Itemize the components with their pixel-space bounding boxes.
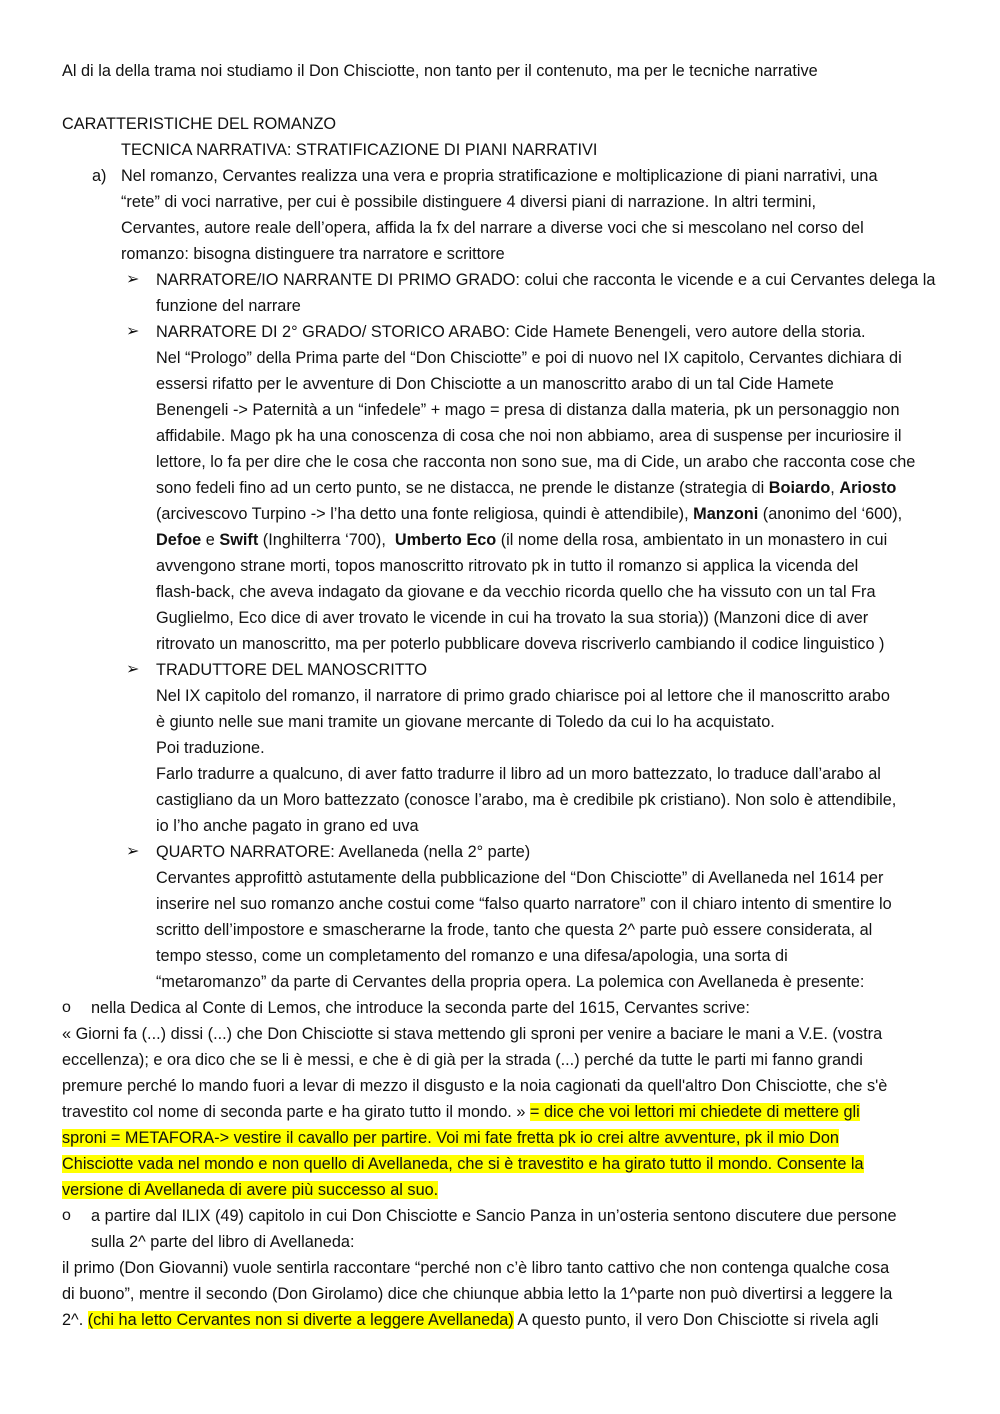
narr2-line: Benengeli -> Paternità a un “infedele” + mago = presa di distanza dalla materia, pk un personaggio non: [156, 401, 900, 419]
narr4-line: “metaromanzo” da parte di Cervantes della propria opera. La polemica con Avellaneda è presente:: [156, 973, 865, 991]
author-ariosto: Ariosto: [839, 479, 897, 497]
list-marker-a: a): [92, 167, 107, 185]
dedica-line: nella Dedica al Conte di Lemos, che introduce la seconda parte del 1615, Cervantes scrive:: [91, 999, 750, 1017]
narr2-text: ,: [830, 479, 840, 497]
circle-bullet-icon: o: [62, 1207, 71, 1224]
narr2-text: (Inghilterra ‘700),: [258, 531, 395, 549]
narr2-line: affidabile. Mago pk ha una conoscenza di cosa che noi non abbiamo, area di suspense per incuriosire il: [156, 427, 902, 445]
section-title: CARATTERISTICHE DEL ROMANZO: [62, 115, 337, 133]
narr3-line: io l’ho anche pagato in grano ed uva: [156, 817, 419, 835]
narr2-line: [156, 501, 902, 527]
narr3-line: è giunto nelle sue mani tramite un giovane mercante di Toledo da cui lo ha acquistato.: [156, 713, 775, 731]
narr2-text: (anonimo del ‘600),: [758, 505, 903, 523]
narr3-line: castigliano da un Moro battezzato (conosce l’arabo, ma è credibile pk cristiano). Non solo è attendibile,: [156, 791, 897, 809]
paragraph-line: il primo (Don Giovanni) vuole sentirla raccontare “perché non c’è libro tanto cattivo che non contenga qualche cosa: [62, 1259, 890, 1277]
author-defoe: Defoe: [156, 531, 202, 549]
note-line: [62, 1125, 839, 1151]
paragraph-text: A questo punto, il vero Don Chisciotte si rivela agli: [513, 1311, 879, 1329]
narr1-line: funzione del narrare: [156, 297, 301, 315]
quote-line: premure perché lo mando fuori a levar di mezzo il disgusto e la noia cagionati da quell'altro Don Chisciotte, che s'è: [62, 1077, 888, 1095]
author-eco: Umberto Eco: [394, 531, 497, 549]
narr2-text: sono fedeli fino ad un certo punto, se ne distacca, ne prende le distanze (strategia di: [156, 479, 769, 497]
arrow-bullet-icon: ➢: [126, 323, 140, 340]
arrow-bullet-icon: ➢: [126, 271, 140, 288]
narr4-line: Cervantes approfittò astutamente della pubblicazione del “Don Chisciotte” di Avellaneda nel 1614 per: [156, 869, 884, 887]
highlighted-note: versione di Avellaneda di avere più successo al suo.: [62, 1181, 439, 1199]
capitolo-line: sulla 2^ parte del libro di Avellaneda:: [91, 1233, 355, 1251]
item-a-line: romanzo: bisogna distinguere tra narratore e scrittore: [121, 245, 505, 263]
narr2-line: ritrovato un manoscritto, ma per poterlo pubblicare doveva riscriverlo cambiando il codice linguistico ): [156, 635, 885, 653]
narr4-line: QUARTO NARRATORE: Avellaneda (nella 2° parte): [156, 843, 531, 861]
paragraph-text: 2^.: [62, 1311, 88, 1329]
narr2-text: e: [201, 531, 220, 549]
narr2-line: Nel “Prologo” della Prima parte del “Don Chisciotte” e poi di nuovo nel IX capitolo, Cervantes dichiara di: [156, 349, 902, 367]
narr2-line: [156, 527, 887, 553]
capitolo-line: a partire dal ILIX (49) capitolo in cui Don Chisciotte e Sancio Panza in un’osteria sentono discutere due persone: [91, 1207, 897, 1225]
narr2-line: Guglielmo, Eco dice di aver trovato le vicende in cui ha trovato la sua storia)) (Manzoni dice di aver: [156, 609, 869, 627]
arrow-bullet-icon: ➢: [126, 843, 140, 860]
narr3-line: Nel IX capitolo del romanzo, il narratore di primo grado chiarisce poi al lettore che il manoscritto arabo: [156, 687, 890, 705]
author-boiardo: Boiardo: [768, 479, 831, 497]
narr2-line: lettore, lo fa per dire che le cosa che racconta non sono sue, ma di Cide, un arabo che racconta cose che: [156, 453, 916, 471]
highlighted-note: sproni = METAFORA-> vestire il cavallo per partire. Voi mi fate fretta pk io crei altre avventure, pk il mio Don: [62, 1129, 839, 1147]
narr2-text: (il nome della rosa, ambientato in un monastero in cui: [496, 531, 888, 549]
narr2-line: NARRATORE DI 2° GRADO/ STORICO ARABO: Cide Hamete Benengeli, vero autore della storia.: [156, 323, 866, 341]
quote-text: travestito col nome di seconda parte e ha girato tutto il mondo. »: [62, 1103, 530, 1121]
arrow-bullet-icon: ➢: [126, 661, 140, 678]
narr4-line: scritto dell’impostore e smascherarne la frode, tanto che questa 2^ parte può essere considerata, al: [156, 921, 873, 939]
narr2-line: essersi rifatto per le avventure di Don Chisciotte a un manoscritto arabo di un tal Cide Hamete: [156, 375, 834, 393]
paragraph-line: [62, 1307, 878, 1333]
quote-line: [62, 1099, 860, 1125]
highlighted-note: = dice che voi lettori mi chiedete di mettere gli: [529, 1103, 860, 1121]
narr4-line: inserire nel suo romanzo anche costui come “falso quarto narratore” con il chiaro intento di smentire lo: [156, 895, 892, 913]
quote-line: eccellenza); e ora dico che se li è messi, e che è di già per la strada (...) perché da tutte le parti mi fanno grandi: [62, 1051, 863, 1069]
narr3-line: Farlo tradurre a qualcuno, di aver fatto tradurre il libro ad un moro battezzato, lo traduce dall’arabo al: [156, 765, 881, 783]
item-a-line: Cervantes, autore reale dell’opera, affida la fx del narrare a diverse voci che si mescolano nel corso del: [121, 219, 864, 237]
narr2-text: (arcivescovo Turpino -> l’ha detto una fonte religiosa, quindi è attendibile),: [156, 505, 694, 523]
highlighted-note: (chi ha letto Cervantes non si diverte a leggere Avellaneda): [87, 1311, 514, 1329]
author-manzoni: Manzoni: [693, 505, 759, 523]
quote-line: « Giorni fa (...) dissi (...) che Don Chisciotte si stava mettendo gli sproni per venire a baciare le mani a V.E. (vostra: [62, 1025, 883, 1043]
narr3-line: Poi traduzione.: [156, 739, 265, 757]
narr4-line: tempo stesso, come un completamento del romanzo e una difesa/apologia, una sorta di: [156, 947, 788, 965]
item-a-line: Nel romanzo, Cervantes realizza una vera e propria stratificazione e moltiplicazione di piani narrativi, una: [121, 167, 878, 185]
narr2-line: flash-back, che aveva indagato da giovane e da vecchio ricorda quello che ha vissuto con un tal Fra: [156, 583, 876, 601]
subsection-title: TECNICA NARRATIVA: STRATIFICAZIONE DI PIANI NARRATIVI: [121, 141, 598, 159]
circle-bullet-icon: o: [62, 999, 71, 1016]
narr2-line: [156, 475, 896, 501]
narr1-line: NARRATORE/IO NARRANTE DI PRIMO GRADO: colui che racconta le vicende e a cui Cervantes delega la: [156, 271, 936, 289]
author-swift: Swift: [219, 531, 259, 549]
note-line: [62, 1151, 864, 1177]
highlighted-note: Chisciotte vada nel mondo e non quello di Avellaneda, che si è travestito e ha girato tutto il mondo. Consente la: [62, 1155, 864, 1173]
paragraph-line: di buono”, mentre il secondo (Don Girolamo) dice che chiunque abbia letto la 1^parte non può divertirsi a leggere la: [62, 1285, 893, 1303]
note-line: [62, 1177, 438, 1203]
intro-line: Al di la della trama noi studiamo il Don Chisciotte, non tanto per il contenuto, ma per le tecniche narrative: [62, 62, 818, 80]
narr2-line: avvengono strane morti, topos manoscritto ritrovato pk in tutto il romanzo si applica la vicenda del: [156, 557, 859, 575]
narr3-line: TRADUTTORE DEL MANOSCRITTO: [156, 661, 428, 679]
item-a-line: “rete” di voci narrative, per cui è possibile distinguere 4 diversi piani di narrazione. In altri termini,: [121, 193, 816, 211]
